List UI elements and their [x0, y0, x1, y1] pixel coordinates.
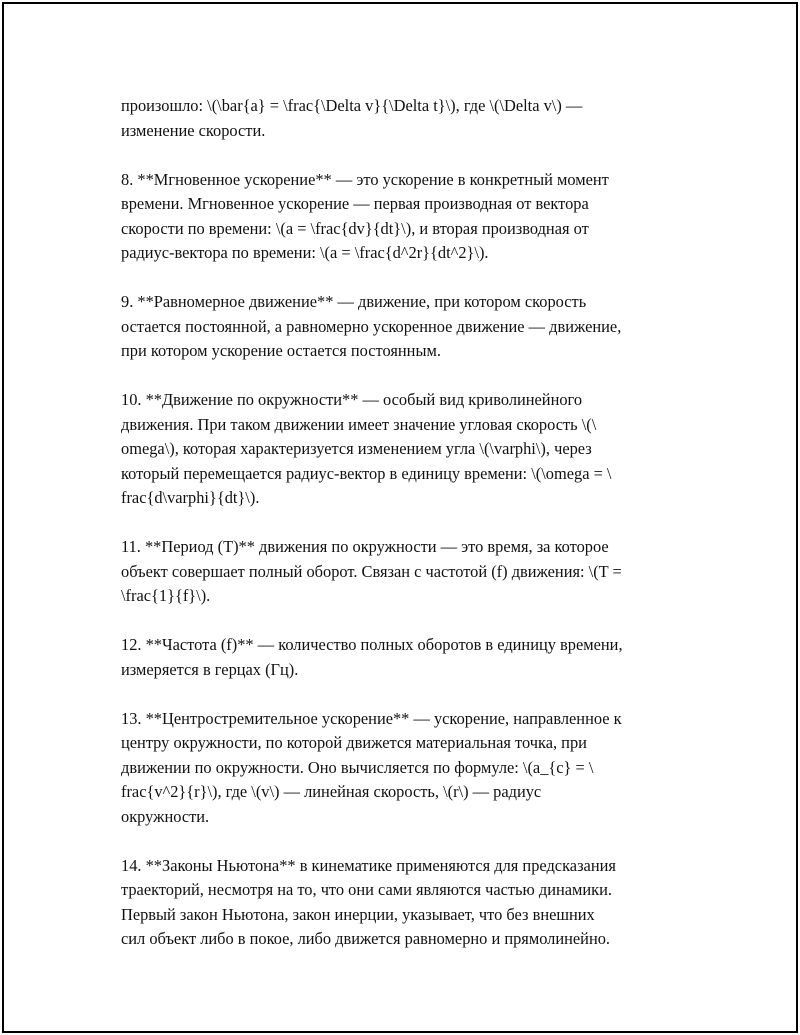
text-line: 9. **Равномерное движение** — движение, при котором скорость	[121, 292, 587, 311]
text-line: frac{d\varphi}{dt}\).	[121, 488, 260, 507]
document-body	[121, 94, 696, 976]
text-line: 12. **Частота (f)** — количество полных оборотов в единицу времени,	[121, 635, 623, 654]
text-line: который перемещается радиус-вектор в единицу времени: \(\omega = \	[121, 463, 612, 483]
text-line: 8. **Мгновенное ускорение** — это ускорение в конкретный момент	[121, 169, 609, 189]
paragraph-acceleration-average	[121, 94, 696, 143]
text-line: frac{v^2}{r}\), где \(v\) — линейная скорость, \(r\) — радиус	[121, 782, 542, 801]
text-line: при котором ускорение остается постоянным.	[121, 341, 441, 360]
text-line: измеряется в герцах (Гц).	[121, 659, 299, 679]
text-line: 13. **Центростремительное ускорение** — ускорение, направленное к	[121, 708, 622, 728]
text-line: сил объект либо в покое, либо движется равномерно и прямолинейно.	[121, 929, 611, 948]
text-line: omega\), которая характеризуется изменением угла \(\varphi\), через	[121, 439, 592, 458]
text-line: окружности.	[121, 806, 210, 826]
text-line: траекторий, несмотря на то, что они сами являются частью динамики.	[121, 880, 612, 899]
text-line: центру окружности, по которой движется материальная точка, при	[121, 733, 587, 752]
paragraph-item-13	[121, 707, 696, 830]
text-line: \frac{1}{f}\).	[121, 586, 211, 605]
text-line: времени. Мгновенное ускорение — первая производная от вектора	[121, 194, 589, 213]
text-line: движения. При таком движении имеет значение угловая скорость \(\	[121, 414, 597, 434]
page-frame	[2, 2, 798, 1033]
text-line: 14. **Законы Ньютона** в кинематике применяются для предсказания	[121, 855, 616, 875]
text-line: радиус-вектора по времени: \(a = \frac{d^2r}{dt^2}\).	[121, 243, 489, 262]
text-line: Первый закон Ньютона, закон инерции, указывает, что без внешних	[121, 904, 595, 924]
paragraph-item-10	[121, 388, 696, 511]
text-line: движении по окружности. Оно вычисляется по формуле: \(a_{c} = \	[121, 757, 594, 777]
paragraph-item-12	[121, 633, 696, 682]
paragraph-item-11	[121, 535, 696, 609]
paragraph-item-9	[121, 290, 696, 364]
paragraph-item-8	[121, 168, 696, 266]
text-line: скорости по времени: \(a = \frac{dv}{dt}\), и вторая производная от	[121, 218, 589, 238]
paragraph-item-14	[121, 854, 696, 952]
text-line: произошло: \(\bar{a} = \frac{\Delta v}{\Delta t}\), где \(\Delta v\) —	[121, 96, 583, 115]
text-line: остается постоянной, а равномерно ускоренное движение — движение,	[121, 316, 622, 336]
text-line: объект совершает полный оборот. Связан с частотой (f) движения: \(T =	[121, 561, 622, 581]
text-line: 10. **Движение по окружности** — особый вид криволинейного	[121, 390, 583, 409]
text-line: изменение скорости.	[121, 120, 266, 140]
text-line: 11. **Период (T)** движения по окружности — это время, за которое	[121, 537, 609, 556]
